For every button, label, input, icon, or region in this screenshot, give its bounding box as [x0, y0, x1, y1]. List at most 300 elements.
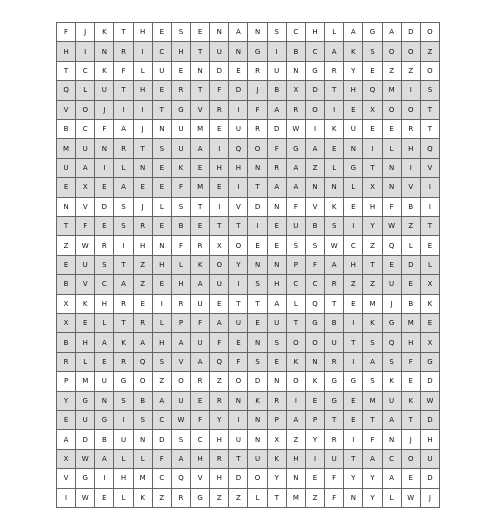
grid-cell[interactable]: E: [191, 23, 210, 42]
grid-cell[interactable]: R: [172, 81, 191, 100]
grid-cell[interactable]: F: [363, 430, 382, 449]
grid-cell[interactable]: H: [95, 295, 114, 314]
grid-cell[interactable]: W: [287, 120, 306, 139]
grid-cell[interactable]: C: [153, 42, 172, 61]
grid-cell[interactable]: S: [172, 198, 191, 217]
grid-cell[interactable]: Z: [134, 275, 153, 294]
grid-cell[interactable]: E: [191, 392, 210, 411]
grid-cell[interactable]: S: [363, 372, 382, 391]
grid-cell[interactable]: A: [95, 333, 114, 352]
grid-cell[interactable]: U: [325, 333, 344, 352]
grid-cell[interactable]: N: [134, 159, 153, 178]
grid-cell[interactable]: A: [383, 469, 402, 488]
grid-cell[interactable]: N: [248, 333, 267, 352]
grid-cell[interactable]: T: [229, 450, 248, 469]
grid-cell[interactable]: S: [287, 236, 306, 255]
grid-cell[interactable]: H: [134, 81, 153, 100]
grid-cell[interactable]: E: [383, 256, 402, 275]
grid-cell[interactable]: K: [95, 62, 114, 81]
grid-cell[interactable]: U: [268, 314, 287, 333]
grid-cell[interactable]: I: [402, 81, 421, 100]
grid-cell[interactable]: X: [363, 178, 382, 197]
grid-cell[interactable]: O: [248, 469, 267, 488]
grid-cell[interactable]: M: [383, 81, 402, 100]
grid-cell[interactable]: U: [95, 372, 114, 391]
grid-cell[interactable]: O: [306, 101, 325, 120]
grid-cell[interactable]: X: [421, 275, 440, 294]
grid-cell[interactable]: T: [344, 450, 363, 469]
grid-cell[interactable]: C: [344, 236, 363, 255]
grid-cell[interactable]: D: [421, 372, 440, 391]
grid-cell[interactable]: Z: [153, 372, 172, 391]
grid-cell[interactable]: H: [134, 23, 153, 42]
grid-cell[interactable]: A: [114, 120, 133, 139]
grid-cell[interactable]: N: [95, 392, 114, 411]
grid-cell[interactable]: T: [325, 295, 344, 314]
grid-cell[interactable]: Z: [57, 236, 76, 255]
grid-cell[interactable]: K: [248, 392, 267, 411]
grid-cell[interactable]: I: [57, 489, 76, 508]
grid-cell[interactable]: A: [114, 178, 133, 197]
grid-cell[interactable]: G: [306, 314, 325, 333]
grid-cell[interactable]: I: [210, 198, 229, 217]
grid-cell[interactable]: T: [114, 256, 133, 275]
grid-cell[interactable]: I: [95, 469, 114, 488]
grid-cell[interactable]: C: [383, 450, 402, 469]
grid-cell[interactable]: J: [402, 430, 421, 449]
grid-cell[interactable]: O: [287, 333, 306, 352]
grid-cell[interactable]: K: [306, 372, 325, 391]
grid-cell[interactable]: H: [114, 469, 133, 488]
grid-cell[interactable]: X: [363, 101, 382, 120]
grid-cell[interactable]: V: [76, 275, 95, 294]
grid-cell[interactable]: S: [134, 411, 153, 430]
grid-cell[interactable]: G: [114, 372, 133, 391]
grid-cell[interactable]: T: [114, 81, 133, 100]
grid-cell[interactable]: E: [344, 198, 363, 217]
grid-cell[interactable]: A: [210, 314, 229, 333]
grid-cell[interactable]: H: [210, 159, 229, 178]
grid-cell[interactable]: D: [248, 372, 267, 391]
grid-cell[interactable]: Q: [383, 236, 402, 255]
grid-cell[interactable]: R: [191, 236, 210, 255]
grid-cell[interactable]: F: [172, 236, 191, 255]
grid-cell[interactable]: D: [402, 23, 421, 42]
grid-cell[interactable]: S: [363, 333, 382, 352]
grid-cell[interactable]: I: [306, 450, 325, 469]
grid-cell[interactable]: I: [325, 101, 344, 120]
grid-cell[interactable]: T: [287, 314, 306, 333]
grid-cell[interactable]: Q: [421, 139, 440, 158]
grid-cell[interactable]: N: [248, 430, 267, 449]
grid-cell[interactable]: E: [153, 217, 172, 236]
grid-cell[interactable]: R: [134, 314, 153, 333]
grid-cell[interactable]: G: [344, 159, 363, 178]
grid-cell[interactable]: L: [114, 159, 133, 178]
grid-cell[interactable]: O: [210, 256, 229, 275]
grid-cell[interactable]: L: [248, 489, 267, 508]
grid-cell[interactable]: K: [344, 42, 363, 61]
grid-cell[interactable]: A: [268, 295, 287, 314]
grid-cell[interactable]: B: [287, 42, 306, 61]
grid-cell[interactable]: A: [306, 139, 325, 158]
grid-cell[interactable]: A: [344, 23, 363, 42]
grid-cell[interactable]: E: [153, 275, 172, 294]
grid-cell[interactable]: F: [210, 81, 229, 100]
grid-cell[interactable]: R: [210, 392, 229, 411]
grid-cell[interactable]: K: [325, 198, 344, 217]
grid-cell[interactable]: I: [363, 139, 382, 158]
grid-cell[interactable]: E: [306, 469, 325, 488]
grid-cell[interactable]: D: [229, 469, 248, 488]
grid-cell[interactable]: N: [287, 469, 306, 488]
grid-cell[interactable]: I: [114, 101, 133, 120]
grid-cell[interactable]: J: [383, 295, 402, 314]
grid-cell[interactable]: W: [172, 411, 191, 430]
grid-cell[interactable]: M: [363, 295, 382, 314]
grid-cell[interactable]: E: [57, 256, 76, 275]
grid-cell[interactable]: K: [421, 295, 440, 314]
grid-cell[interactable]: H: [153, 256, 172, 275]
grid-cell[interactable]: U: [76, 411, 95, 430]
grid-cell[interactable]: F: [57, 23, 76, 42]
grid-cell[interactable]: H: [172, 42, 191, 61]
grid-cell[interactable]: D: [76, 430, 95, 449]
grid-cell[interactable]: O: [172, 372, 191, 391]
grid-cell[interactable]: I: [421, 198, 440, 217]
grid-cell[interactable]: X: [210, 236, 229, 255]
grid-cell[interactable]: U: [229, 120, 248, 139]
grid-cell[interactable]: L: [153, 314, 172, 333]
grid-cell[interactable]: G: [344, 372, 363, 391]
grid-cell[interactable]: X: [57, 295, 76, 314]
grid-cell[interactable]: U: [172, 139, 191, 158]
grid-cell[interactable]: U: [76, 139, 95, 158]
grid-cell[interactable]: H: [76, 333, 95, 352]
grid-cell[interactable]: N: [57, 198, 76, 217]
grid-cell[interactable]: T: [191, 81, 210, 100]
grid-cell[interactable]: L: [134, 62, 153, 81]
grid-cell[interactable]: T: [421, 101, 440, 120]
grid-cell[interactable]: E: [210, 120, 229, 139]
grid-cell[interactable]: H: [344, 81, 363, 100]
grid-cell[interactable]: Z: [421, 42, 440, 61]
grid-cell[interactable]: A: [191, 139, 210, 158]
grid-cell[interactable]: A: [363, 450, 382, 469]
grid-cell[interactable]: U: [383, 392, 402, 411]
grid-cell[interactable]: I: [95, 159, 114, 178]
grid-cell[interactable]: S: [268, 333, 287, 352]
grid-cell[interactable]: L: [172, 256, 191, 275]
grid-cell[interactable]: I: [134, 101, 153, 120]
grid-cell[interactable]: F: [191, 411, 210, 430]
grid-cell[interactable]: J: [95, 101, 114, 120]
grid-cell[interactable]: E: [248, 314, 267, 333]
grid-cell[interactable]: I: [306, 120, 325, 139]
grid-cell[interactable]: L: [383, 139, 402, 158]
grid-cell[interactable]: N: [344, 139, 363, 158]
grid-cell[interactable]: G: [421, 353, 440, 372]
grid-cell[interactable]: X: [287, 81, 306, 100]
grid-cell[interactable]: E: [421, 236, 440, 255]
grid-cell[interactable]: N: [134, 430, 153, 449]
grid-cell[interactable]: E: [402, 469, 421, 488]
grid-cell[interactable]: I: [153, 295, 172, 314]
grid-cell[interactable]: H: [153, 333, 172, 352]
grid-cell[interactable]: B: [134, 392, 153, 411]
grid-cell[interactable]: K: [172, 159, 191, 178]
grid-cell[interactable]: E: [268, 236, 287, 255]
grid-cell[interactable]: O: [402, 450, 421, 469]
grid-cell[interactable]: T: [210, 217, 229, 236]
grid-cell[interactable]: C: [287, 275, 306, 294]
grid-cell[interactable]: N: [344, 489, 363, 508]
grid-cell[interactable]: Q: [306, 295, 325, 314]
grid-cell[interactable]: S: [114, 217, 133, 236]
grid-cell[interactable]: I: [268, 42, 287, 61]
grid-cell[interactable]: G: [325, 392, 344, 411]
grid-cell[interactable]: A: [229, 23, 248, 42]
grid-cell[interactable]: S: [114, 198, 133, 217]
grid-cell[interactable]: B: [402, 295, 421, 314]
grid-cell[interactable]: H: [134, 236, 153, 255]
grid-cell[interactable]: T: [363, 256, 382, 275]
grid-cell[interactable]: R: [248, 62, 267, 81]
grid-cell[interactable]: S: [172, 430, 191, 449]
grid-cell[interactable]: I: [76, 42, 95, 61]
grid-cell[interactable]: N: [248, 159, 267, 178]
grid-cell[interactable]: E: [191, 159, 210, 178]
grid-cell[interactable]: A: [383, 411, 402, 430]
grid-cell[interactable]: A: [76, 159, 95, 178]
grid-cell[interactable]: G: [383, 314, 402, 333]
grid-cell[interactable]: Q: [172, 469, 191, 488]
grid-cell[interactable]: Q: [363, 81, 382, 100]
grid-cell[interactable]: K: [363, 314, 382, 333]
grid-cell[interactable]: Z: [210, 372, 229, 391]
grid-cell[interactable]: E: [248, 236, 267, 255]
grid-cell[interactable]: V: [57, 101, 76, 120]
grid-cell[interactable]: N: [248, 411, 267, 430]
grid-cell[interactable]: F: [76, 217, 95, 236]
grid-cell[interactable]: Z: [363, 236, 382, 255]
grid-cell[interactable]: C: [153, 411, 172, 430]
grid-cell[interactable]: E: [229, 333, 248, 352]
grid-cell[interactable]: Q: [383, 333, 402, 352]
grid-cell[interactable]: U: [57, 159, 76, 178]
grid-cell[interactable]: K: [268, 450, 287, 469]
grid-cell[interactable]: R: [325, 62, 344, 81]
grid-cell[interactable]: A: [363, 353, 382, 372]
grid-cell[interactable]: Q: [57, 81, 76, 100]
grid-cell[interactable]: I: [229, 411, 248, 430]
grid-cell[interactable]: L: [95, 314, 114, 333]
grid-cell[interactable]: Z: [402, 217, 421, 236]
grid-cell[interactable]: U: [210, 42, 229, 61]
grid-cell[interactable]: A: [191, 353, 210, 372]
grid-cell[interactable]: R: [402, 120, 421, 139]
grid-cell[interactable]: T: [325, 81, 344, 100]
grid-cell[interactable]: B: [172, 217, 191, 236]
grid-cell[interactable]: A: [383, 23, 402, 42]
grid-cell[interactable]: D: [421, 469, 440, 488]
grid-cell[interactable]: E: [95, 217, 114, 236]
grid-cell[interactable]: P: [57, 372, 76, 391]
grid-cell[interactable]: R: [114, 295, 133, 314]
grid-cell[interactable]: F: [114, 62, 133, 81]
grid-cell[interactable]: E: [402, 275, 421, 294]
grid-cell[interactable]: H: [363, 198, 382, 217]
grid-cell[interactable]: N: [95, 42, 114, 61]
grid-cell[interactable]: A: [114, 275, 133, 294]
grid-cell[interactable]: H: [306, 23, 325, 42]
grid-cell[interactable]: H: [210, 430, 229, 449]
grid-cell[interactable]: A: [287, 178, 306, 197]
grid-cell[interactable]: K: [191, 256, 210, 275]
grid-cell[interactable]: T: [325, 411, 344, 430]
grid-cell[interactable]: I: [229, 178, 248, 197]
grid-cell[interactable]: D: [95, 198, 114, 217]
grid-cell[interactable]: L: [114, 489, 133, 508]
grid-cell[interactable]: N: [325, 178, 344, 197]
grid-cell[interactable]: D: [402, 256, 421, 275]
grid-cell[interactable]: Y: [210, 411, 229, 430]
grid-cell[interactable]: M: [191, 178, 210, 197]
grid-cell[interactable]: K: [402, 392, 421, 411]
grid-cell[interactable]: E: [57, 178, 76, 197]
grid-cell[interactable]: A: [325, 256, 344, 275]
grid-cell[interactable]: R: [114, 139, 133, 158]
grid-cell[interactable]: E: [95, 178, 114, 197]
grid-cell[interactable]: N: [248, 23, 267, 42]
grid-cell[interactable]: F: [268, 139, 287, 158]
grid-cell[interactable]: K: [114, 333, 133, 352]
grid-cell[interactable]: R: [191, 372, 210, 391]
grid-cell[interactable]: E: [210, 178, 229, 197]
grid-cell[interactable]: R: [268, 159, 287, 178]
grid-cell[interactable]: N: [383, 159, 402, 178]
grid-cell[interactable]: V: [191, 101, 210, 120]
grid-cell[interactable]: N: [268, 198, 287, 217]
grid-cell[interactable]: T: [229, 295, 248, 314]
grid-cell[interactable]: V: [421, 159, 440, 178]
grid-cell[interactable]: G: [191, 489, 210, 508]
grid-cell[interactable]: A: [287, 159, 306, 178]
grid-cell[interactable]: M: [57, 139, 76, 158]
grid-cell[interactable]: J: [248, 81, 267, 100]
grid-cell[interactable]: O: [383, 42, 402, 61]
grid-cell[interactable]: C: [191, 430, 210, 449]
grid-cell[interactable]: X: [57, 450, 76, 469]
grid-cell[interactable]: U: [325, 450, 344, 469]
grid-cell[interactable]: B: [95, 430, 114, 449]
grid-cell[interactable]: N: [229, 42, 248, 61]
grid-cell[interactable]: T: [191, 198, 210, 217]
grid-cell[interactable]: V: [57, 469, 76, 488]
grid-cell[interactable]: E: [134, 295, 153, 314]
grid-cell[interactable]: V: [402, 178, 421, 197]
grid-cell[interactable]: X: [57, 314, 76, 333]
grid-cell[interactable]: N: [248, 256, 267, 275]
grid-cell[interactable]: L: [76, 353, 95, 372]
grid-cell[interactable]: L: [325, 23, 344, 42]
grid-cell[interactable]: C: [95, 275, 114, 294]
grid-cell[interactable]: E: [383, 120, 402, 139]
grid-cell[interactable]: E: [344, 392, 363, 411]
grid-cell[interactable]: E: [57, 411, 76, 430]
grid-cell[interactable]: W: [76, 236, 95, 255]
grid-cell[interactable]: N: [95, 139, 114, 158]
grid-cell[interactable]: B: [325, 314, 344, 333]
grid-cell[interactable]: S: [172, 23, 191, 42]
grid-cell[interactable]: T: [363, 159, 382, 178]
grid-cell[interactable]: U: [172, 392, 191, 411]
grid-cell[interactable]: Y: [344, 469, 363, 488]
grid-cell[interactable]: P: [172, 314, 191, 333]
grid-cell[interactable]: W: [76, 450, 95, 469]
grid-cell[interactable]: Y: [363, 469, 382, 488]
grid-cell[interactable]: F: [306, 256, 325, 275]
grid-cell[interactable]: U: [191, 333, 210, 352]
grid-cell[interactable]: G: [248, 42, 267, 61]
grid-cell[interactable]: N: [268, 372, 287, 391]
grid-cell[interactable]: W: [421, 392, 440, 411]
grid-cell[interactable]: R: [325, 275, 344, 294]
grid-cell[interactable]: O: [134, 372, 153, 391]
grid-cell[interactable]: B: [57, 333, 76, 352]
grid-cell[interactable]: Q: [134, 353, 153, 372]
grid-cell[interactable]: V: [191, 469, 210, 488]
grid-cell[interactable]: G: [325, 372, 344, 391]
grid-cell[interactable]: E: [153, 159, 172, 178]
grid-cell[interactable]: J: [134, 198, 153, 217]
grid-cell[interactable]: N: [153, 120, 172, 139]
grid-cell[interactable]: Z: [210, 489, 229, 508]
grid-cell[interactable]: F: [210, 333, 229, 352]
grid-cell[interactable]: L: [153, 198, 172, 217]
grid-cell[interactable]: O: [229, 236, 248, 255]
grid-cell[interactable]: H: [421, 430, 440, 449]
grid-cell[interactable]: C: [306, 275, 325, 294]
grid-cell[interactable]: H: [268, 275, 287, 294]
grid-cell[interactable]: I: [344, 430, 363, 449]
grid-cell[interactable]: S: [421, 81, 440, 100]
grid-cell[interactable]: E: [191, 217, 210, 236]
grid-cell[interactable]: O: [76, 101, 95, 120]
grid-cell[interactable]: R: [325, 430, 344, 449]
grid-cell[interactable]: T: [57, 62, 76, 81]
grid-cell[interactable]: R: [325, 353, 344, 372]
grid-cell[interactable]: H: [191, 450, 210, 469]
grid-cell[interactable]: W: [383, 217, 402, 236]
grid-cell[interactable]: U: [76, 256, 95, 275]
grid-cell[interactable]: U: [268, 62, 287, 81]
grid-cell[interactable]: J: [134, 120, 153, 139]
grid-cell[interactable]: Y: [57, 392, 76, 411]
grid-cell[interactable]: Z: [306, 489, 325, 508]
grid-cell[interactable]: I: [402, 159, 421, 178]
grid-cell[interactable]: R: [134, 217, 153, 236]
grid-cell[interactable]: O: [402, 101, 421, 120]
grid-cell[interactable]: D: [248, 198, 267, 217]
grid-cell[interactable]: B: [306, 217, 325, 236]
grid-cell[interactable]: Z: [287, 430, 306, 449]
grid-cell[interactable]: L: [402, 236, 421, 255]
grid-cell[interactable]: R: [210, 101, 229, 120]
grid-cell[interactable]: E: [153, 23, 172, 42]
grid-cell[interactable]: T: [57, 217, 76, 236]
grid-cell[interactable]: Y: [268, 469, 287, 488]
